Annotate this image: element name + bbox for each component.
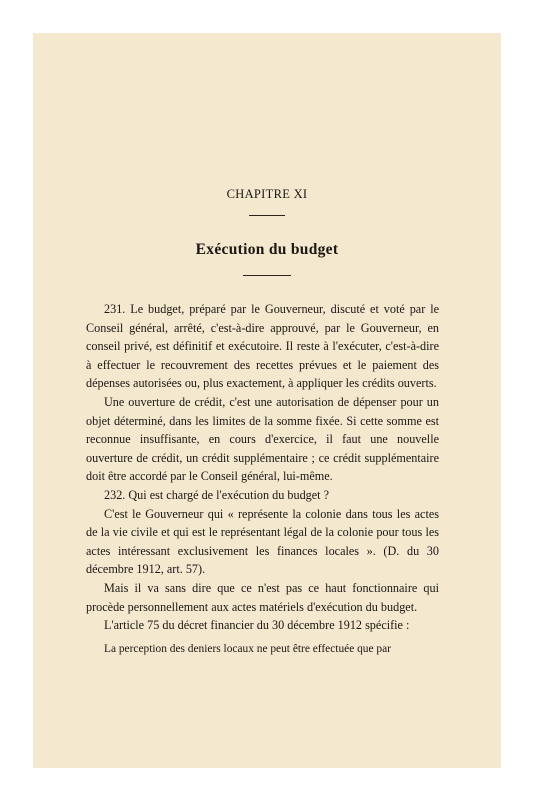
paragraph: L'article 75 du décret financier du 30 décembre 1912 spécifie : bbox=[104, 618, 410, 633]
chapter-title: Exécution du budget bbox=[195, 241, 339, 258]
chapter-heading: CHAPITRE XI bbox=[226, 187, 308, 201]
divider-bottom bbox=[243, 275, 291, 276]
divider-top bbox=[249, 215, 285, 216]
book-page bbox=[33, 33, 501, 768]
quoted-paragraph: La perception des deniers locaux ne peut être effectuée que par bbox=[104, 642, 391, 655]
body-text bbox=[86, 300, 439, 658]
paragraph: 232. Qui est chargé de l'exécution du budget ? bbox=[104, 487, 330, 502]
paragraph: C'est le Gouverneur qui « représente la colonie dans tous les actes de la vie civile et qui est le représentant légal de la colonie pour tous les actes intéressant exclusivement les finances locales ». (D. du 30 décembre 1912, art. 57). bbox=[86, 506, 439, 577]
paragraph: Une ouverture de crédit, c'est une autorisation de dépenser pour un objet déterminé, dans les limites de la somme fixée. Si cette somme est reconnue insuffisante, en cours d'exercice, il faut une nouvelle ouverture de crédit, un crédit supplémentaire ; ce crédit supplémentaire doit être accordé par le Conseil général, lui-même. bbox=[86, 394, 439, 484]
paragraph: Mais il va sans dire que ce n'est pas ce haut fonctionnaire qui procède personnellement aux actes matériels d'exécution du budget. bbox=[86, 580, 439, 614]
paragraph: 231. Le budget, préparé par le Gouverneur, discuté et voté par le Conseil général, arrêté, c'est-à-dire approuvé, par le Gouverneur, en conseil privé, est définitif et exécutoire. Il reste à l'exécuter, c'est-à-dire à effectuer le recouvrement des recettes prévues et le paiement des dépenses autorisées ou, plus exactement, à appliquer les crédits ouverts. bbox=[86, 302, 439, 391]
